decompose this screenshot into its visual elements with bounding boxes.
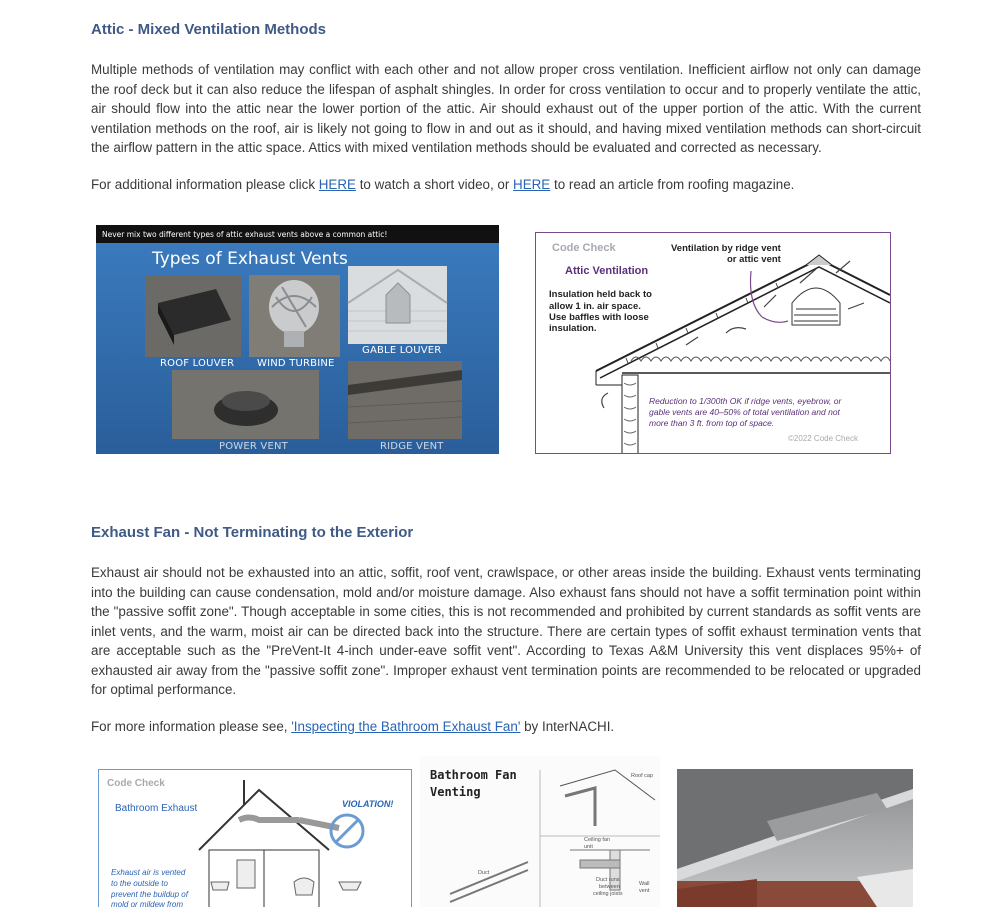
bath-brand: Code Check: [107, 778, 165, 789]
soffit-vent-photo: [677, 769, 913, 907]
attic-more-info: [91, 177, 794, 192]
bath-note-4: mold or mildew from: [111, 900, 184, 907]
fan-duct: Duct: [478, 870, 490, 876]
exhaust-more-suffix: by InterNACHI.: [520, 719, 615, 734]
label-power-vent: POWER VENT: [219, 441, 288, 452]
insulation-note-4: insulation.: [549, 323, 597, 334]
more-middle: to watch a short video, or: [355, 177, 514, 192]
fan-title-2: Venting: [430, 785, 481, 799]
more-prefix: For additional information please click: [91, 177, 319, 192]
video-top-caption: Never mix two different types of attic exhaust vents above a common attic!: [96, 225, 499, 243]
soffit-photo-drawing: [677, 769, 913, 907]
reduction-note-2: gable vents are 40–50% of total ventilation and not: [649, 407, 840, 417]
ridge-note-1: Ventilation by ridge vent: [671, 243, 781, 254]
bath-violation: VIOLATION!: [342, 799, 394, 809]
attic-ventilation-diagram: [535, 232, 891, 454]
more-suffix: to read an article from roofing magazine.: [550, 177, 795, 192]
bathroom-exhaust-diagram: [98, 769, 412, 907]
fan-duct-runs-1: Duct runs: [596, 877, 620, 883]
exhaust-more-prefix: For more information please see,: [91, 719, 292, 734]
insulation-note-3: Use baffles with loose: [549, 312, 649, 323]
insulation-note-1: Insulation held back to: [549, 289, 652, 300]
attic-paragraph: Multiple methods of ventilation may conflict with each other and not allow proper cross ventilation. Inefficient airflow not only can damage the roof deck but it can also reduce the lifespan of asphalt shingles. In order for cross ventilation to occur and to properly ventilate the attic, air should flow into the attic near the lower portion of the attic. Air should exhaust out of the upper portion of the attic. With the current ventilation methods on the roof, air is likely not going to flow in and out as it should, and having mixed ventilation methods can short-circuit the airflow pattern in the attic space. Attics with mixed ventilation methods should be evaluated and corrected as necessary.: [91, 62, 921, 155]
fan-wall-1: Wall: [639, 881, 650, 887]
fan-wall-2: vent: [639, 888, 650, 894]
fan-ceiling-1: Ceiling fan: [584, 837, 610, 843]
fan-ceiling-2: unit: [584, 844, 593, 850]
fan-duct-runs-2: between: [599, 884, 620, 890]
bath-note-1: Exhaust air is vented: [111, 868, 186, 877]
section-heading-exhaust-fan: Exhaust Fan - Not Terminating to the Exterior: [91, 524, 414, 541]
label-ridge-vent: RIDGE VENT: [380, 441, 444, 452]
internachi-link[interactable]: 'Inspecting the Bathroom Exhaust Fan': [291, 719, 521, 734]
article-link[interactable]: HERE: [513, 177, 551, 192]
exhaust-fan-paragraph: Exhaust air should not be exhausted into an attic, soffit, roof vent, crawlspace, or other areas inside the building. Exhaust vents terminating into the building can cause condensation, mold and/or moisture damage. Also exhaust fans should not have a soffit termination point within the "passive soffit zone". Though acceptable in some cities, this is not recommended and prohibited by current standards as soffit vents are inlet vents, and the warm, moist air can be directed back into the structure. There are certain types of soffit exhaust termination vents that are acceptable such as the "PreVent-It 4-inch under-eave soffit vent". According to Texas A&M University this vent displaces 95%+ of exhausted air away from the "passive soffit zone". Improper exhaust vent termination points are recommended to be relocated or upgraded for optimal performance.: [91, 565, 921, 697]
insulation-note-2: allow 1 in. air space.: [549, 301, 641, 312]
reduction-note-1: Reduction to 1/300th OK if ridge vents, eyebrow, or: [649, 396, 842, 406]
attic-brand: Code Check: [552, 242, 616, 254]
label-wind-turbine: WIND TURBINE: [257, 358, 335, 369]
label-roof-louver: ROOF LOUVER: [160, 358, 235, 369]
fan-title-1: Bathroom Fan: [430, 768, 517, 782]
section-heading-attic: Attic - Mixed Ventilation Methods: [91, 21, 327, 38]
bath-note-3: prevent the buildup of: [111, 890, 188, 899]
attic-title: Attic Ventilation: [565, 265, 649, 277]
attic-copyright: ©2022 Code Check: [788, 434, 858, 443]
ridge-note-2: or attic vent: [727, 254, 781, 265]
label-gable-louver: GABLE LOUVER: [362, 345, 442, 356]
fan-roof-cap: Roof cap: [631, 773, 654, 779]
fan-duct-runs-3: ceiling joists: [593, 891, 623, 897]
bath-title: Bathroom Exhaust: [115, 803, 198, 814]
exhaust-vents-video[interactable]: [96, 225, 499, 454]
bath-note-2: to the outside to: [111, 879, 168, 888]
bathroom-fan-venting-diagram: [420, 756, 660, 907]
video-link[interactable]: HERE: [318, 177, 356, 192]
exhaust-more-info: [91, 719, 614, 734]
video-title: Types of Exhaust Vents: [152, 249, 348, 269]
reduction-note-3: more than 3 ft. from top of space.: [649, 418, 775, 428]
